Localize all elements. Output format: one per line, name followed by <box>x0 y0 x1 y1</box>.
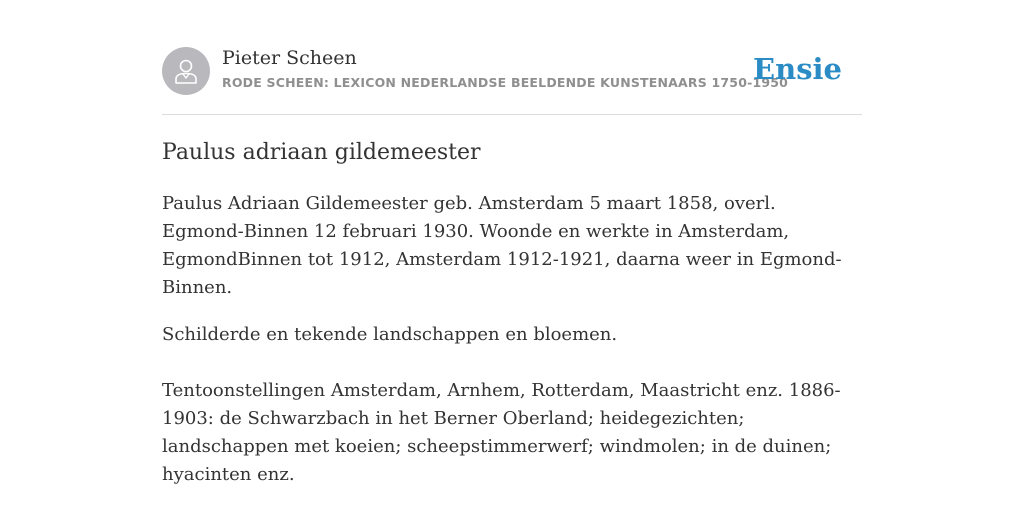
user-avatar-icon <box>172 57 200 85</box>
article-body <box>162 190 862 489</box>
article-title: Paulus adriaan gildemeester <box>162 140 481 165</box>
article-paragraph: Tentoonstellingen Amsterdam, Arnhem, Rotterdam, Maastricht enz. 1886-1903: de Schwarzbach in het Berner Oberland; heidegezichten; landschappen met koeien; scheepstimmerwerf; windmolen; in de duinen; hyacinten enz. <box>162 380 841 485</box>
ensie-logo[interactable]: Ensie <box>753 52 842 86</box>
author-name[interactable]: Pieter Scheen <box>222 47 357 69</box>
article-paragraph: Schilderde en tekende landschappen en bloemen. <box>162 324 618 345</box>
source-title[interactable]: RODE SCHEEN: LEXICON NEDERLANDSE BEELDENDE KUNSTENAARS 1750-1950 <box>222 75 789 90</box>
article-header <box>162 0 862 115</box>
page-content <box>162 0 862 485</box>
author-avatar[interactable] <box>162 47 210 95</box>
article-paragraph: Paulus Adriaan Gildemeester geb. Amsterdam 5 maart 1858, overl. Egmond-Binnen 12 februari 1930. Woonde en werkte in Amsterdam, EgmondBinnen tot 1912, Amsterdam 1912-1921, daarna weer in Egmond-Binnen. <box>162 193 842 298</box>
